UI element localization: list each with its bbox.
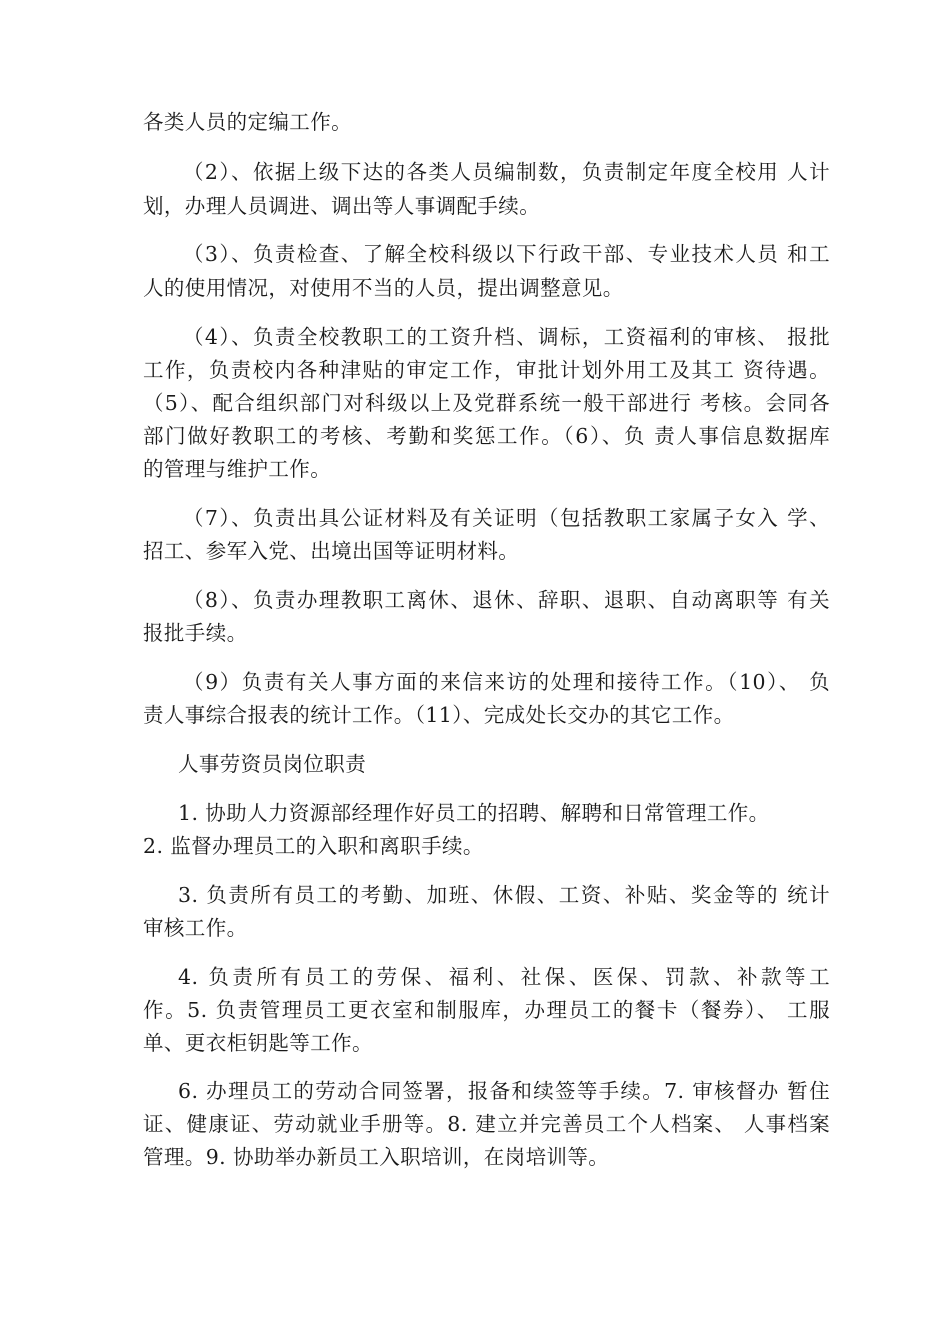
text-line: 审核工作。 [143,916,248,940]
text-line: 划，办理人员调进、调出等人事调配手续。 [143,194,541,218]
text-line: （5）、配合组织部门对科级以上及党群系统一般干部进行 考核。会同各 [143,391,830,415]
text-line: 的管理与维护工作。 [143,457,332,481]
text-line: 管理。9. 协助举办新员工入职培训，在岗培训等。 [143,1145,610,1169]
text-line: （9）负责有关人事方面的来信来访的处理和接待工作。（10）、 负 [183,670,830,694]
text-line: 部门做好教职工的考核、考勤和奖惩工作。（6）、负 责人事信息数据库 [143,424,830,448]
text-line: 报批手续。 [143,621,248,645]
text-line: 招工、参军入党、出境出国等证明材料。 [143,539,520,563]
text-line: 单、更衣柜钥匙等工作。 [143,1031,373,1055]
text-line: （8）、负责办理教职工离休、退休、辞职、退职、自动离职等 有关 [183,588,830,612]
text-line: （3）、负责检查、了解全校科级以下行政干部、专业技术人员 和工 [183,242,830,266]
text-line: 3. 负责所有员工的考勤、加班、休假、工资、补贴、奖金等的 统计 [178,883,830,907]
text-line: 责人事综合报表的统计工作。（11）、完成处长交办的其它工作。 [143,703,735,727]
text-line: 人的使用情况，对使用不当的人员，提出调整意见。 [143,276,624,300]
text-line: （4）、负责全校教职工的工资升档、调标，工资福利的审核、 报批 [183,325,830,349]
section-heading: 人事劳资员岗位职责 [178,752,367,776]
text-line: 各类人员的定编工作。 [143,110,352,134]
text-line: （2）、依据上级下达的各类人员编制数，负责制定年度全校用 人计 [183,160,830,184]
text-line: 证、健康证、劳动就业手册等。8. 建立并完善员工个人档案、 人事档案 [143,1112,830,1136]
text-line: 6. 办理员工的劳动合同签署，报备和续签等手续。7. 审核督办 暂住 [178,1079,830,1103]
text-line: 2. 监督办理员工的入职和离职手续。 [143,834,484,858]
text-line: 4. 负责所有员工的劳保、福利、社保、医保、罚款、补款等工 [178,965,830,989]
text-line: 1. 协助人力资源部经理作好员工的招聘、解聘和日常管理工作。 [178,801,770,825]
text-line: （7）、负责出具公证材料及有关证明（包括教职工家属子女入 学、 [183,506,830,530]
text-line: 工作，负责校内各种津贴的审定工作，审批计划外用工及其工 资待遇。 [143,358,830,382]
text-line: 作。5. 负责管理员工更衣室和制服库，办理员工的餐卡（餐券）、 工服 [143,998,830,1022]
